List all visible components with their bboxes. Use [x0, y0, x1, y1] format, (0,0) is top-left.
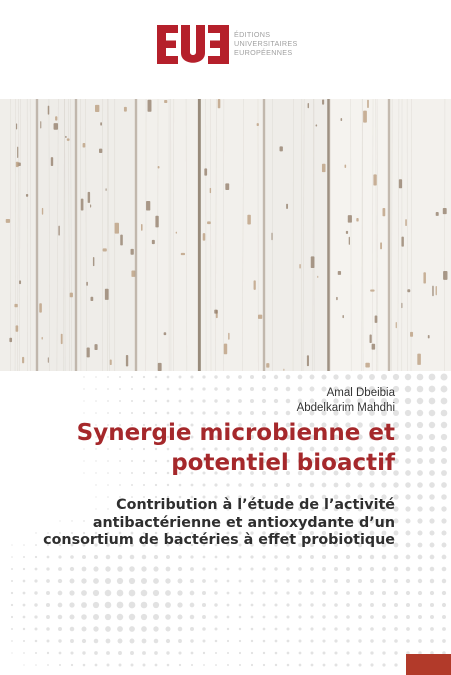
publisher-name-line: ÉDITIONS [234, 30, 271, 39]
publisher-name-line: EUROPÉENNES [234, 48, 293, 57]
book-subtitle-line: consortium de bactéries à effet probiotique [43, 532, 395, 548]
book-title-line: potentiel bioactif [171, 450, 395, 476]
eue-logo-mark [157, 25, 229, 64]
wood-planks-image [0, 99, 451, 371]
cover-photo-white-wood-planks [0, 99, 451, 371]
publisher-logo [157, 25, 307, 65]
book-title-line: Synergie microbienne et [76, 420, 395, 446]
publisher-name-line: UNIVERSITAIRES [234, 39, 298, 48]
book-subtitle [25, 497, 395, 550]
author-name: Amal Dbeibia [326, 387, 395, 399]
corner-color-block [406, 654, 451, 675]
book-subtitle-line: Contribution à l’étude de l’activité [116, 497, 395, 513]
authors [297, 386, 395, 416]
book-subtitle-line: antibactérienne et antioxydante d’un [92, 514, 395, 531]
publisher-name [234, 30, 298, 57]
book-title [65, 418, 395, 478]
author-name: Abdelkarim Mahdhi [296, 402, 395, 414]
